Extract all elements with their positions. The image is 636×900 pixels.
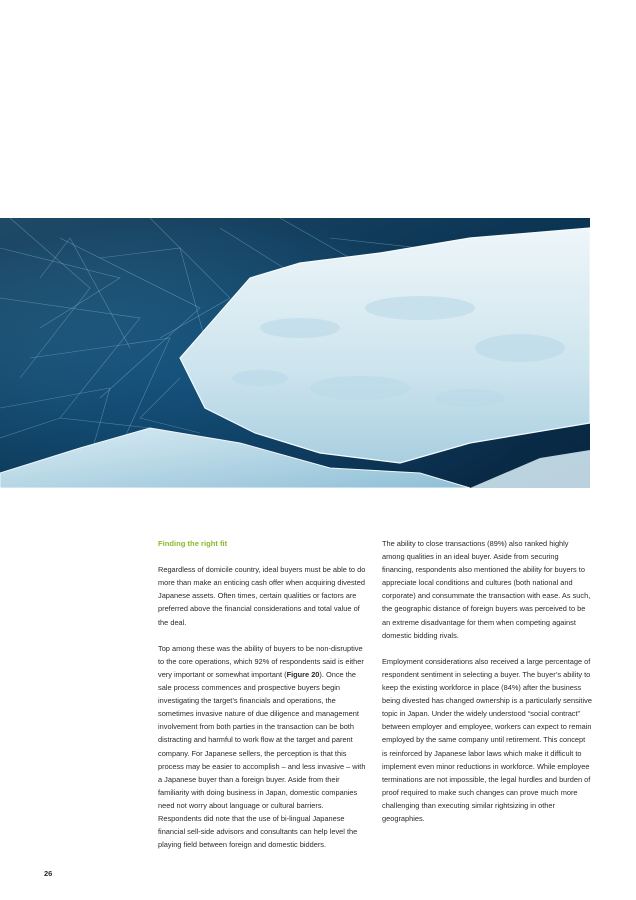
left-column [158, 537, 368, 864]
right-paragraph-1: The ability to close transactions (89%) also ranked highly among qualities in an ideal buyer. Aside from securing financing, respondents also mentioned the ability for buyers to appreciate local conditions and cultures (both national and corporate) and consummate the transaction with ease. As such, the geographic distance of foreign buyers was perceived to be an extreme disadvantage for them when competing against domestic bidding rivals. [382, 539, 591, 640]
right-paragraph-2: Employment considerations also received a large percentage of respondent sentiment in selecting a buyer. The buyer’s ability to keep the existing workforce in place (84%) after the business being divested has changed ownership is a particularly sensitive topic in Japan. Under the widely understood “social contract” between employer and employee, workers can expect to remain employed by the same company until retirement. This concept is reinforced by Japanese labor laws which make it difficult to implement even minor reductions in workforce. While employee terminations are not impossible, the legal hurdles and burden of proof required to make such changes can prove much more challenging than executing similar rightsizing in other geographies. [382, 656, 592, 823]
right-column [382, 537, 592, 838]
page-number: 26 [44, 869, 53, 878]
left-paragraph-2-end: ). Once the sale process commences and prospective buyers begin investigating the target’s financials and operations, the sometimes invasive nature of due diligence and management involvement from both parties in the transaction can be both distracting and harmful to work flow at the target and parent company. For Japanese sellers, the perception is that this process may be easier to accomplish – and less invasive – with a Japanese buyer than a foreign buyer. Aside from their familiarity with doing business in Japan, domestic companies need not worry about language or cultural barriers. Respondents did note that the use of bi-lingual Japanese financial sell-side advisors and consultants can help level the playing field between foreign and domestic bidders. [158, 669, 366, 850]
section-heading: Finding the right fit [158, 539, 228, 548]
figure-reference: Figure 20 [286, 669, 320, 679]
left-paragraph-2-start: Top among these was the ability of buyers to be non-disruptive to the core operations, which 92% of respondents said is either very important or somewhat important ( [158, 643, 364, 679]
left-paragraph-1: Regardless of domicile country, ideal buyers must be able to do more than make an enticing cash offer when acquiring divested Japanese assets. Often times, certain qualities or factors are preferred above the financial considerations and total value of the deal. [158, 565, 366, 627]
left-paragraph-2 [158, 642, 368, 852]
ice-floe-photo [0, 218, 590, 488]
